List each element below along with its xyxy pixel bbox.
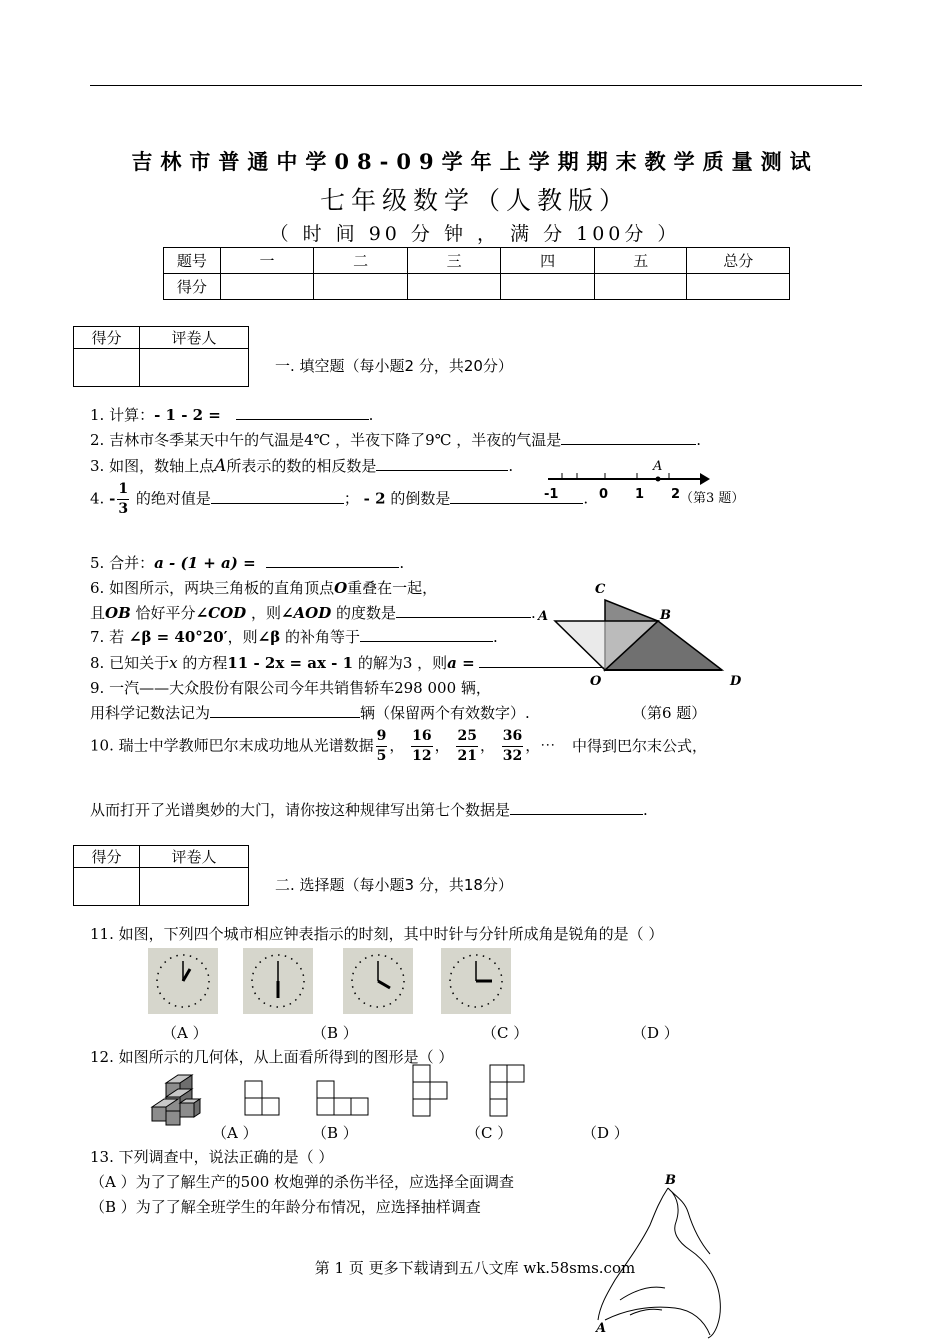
option-c[interactable]: （C ）	[466, 1124, 513, 1142]
q6-text-f: 的度数是	[336, 604, 397, 622]
question-5	[90, 552, 404, 573]
label-o: O	[590, 674, 602, 689]
river-inner-line	[668, 1188, 710, 1254]
score-cell	[501, 274, 595, 300]
fraction	[411, 727, 432, 766]
numerator: 25	[456, 727, 477, 747]
page-title: 吉林市普通中学08-09学年上学期期末教学质量测试	[131, 149, 819, 174]
view-d	[490, 1065, 524, 1116]
q6-angle-aod: ∠AOD	[280, 604, 332, 622]
point-b-label: B	[665, 1173, 676, 1188]
fraction	[376, 727, 388, 766]
question-9-line-1: 9. 一汽——大众股份有限公司今年共销售轿车298 000 辆，	[90, 679, 491, 697]
question-2	[90, 429, 701, 450]
q7-text-b: ，则	[227, 628, 258, 646]
q7-text-a: 7. 若	[90, 628, 125, 646]
score-cell	[314, 274, 408, 300]
q4-negative: -	[109, 489, 116, 508]
q8-text-b: 的方程	[182, 654, 228, 672]
q8-text-a: 8. 已知关于	[90, 654, 170, 672]
river-sketch-figure	[580, 1170, 730, 1340]
numerator: 1	[117, 480, 129, 500]
clock-a	[148, 948, 218, 1014]
answer-blank[interactable]	[360, 627, 493, 642]
q3-text-b: 所表示的数的相反数是	[226, 457, 377, 475]
q9-text-c: 辆（保留两个有效数字）.	[360, 704, 530, 722]
view-a	[245, 1081, 279, 1115]
score-table-header: 四	[501, 248, 595, 274]
option-a[interactable]: （A ）	[162, 1024, 208, 1042]
denominator: 21	[457, 748, 477, 764]
q5-text: 5. 合并：	[90, 554, 155, 572]
question-11: 11. 如图，下列四个城市相应钟表指示的时刻，其中时针与分针所成角是锐角的是（ ）	[90, 925, 664, 943]
option-d[interactable]: （D ）	[582, 1124, 629, 1142]
q7-text-c: 的补角等于	[284, 628, 360, 646]
answer-blank[interactable]	[450, 489, 583, 504]
score-table-row-label: 得分	[164, 274, 221, 300]
clock-c	[343, 948, 413, 1014]
tick-label: 2	[671, 487, 681, 502]
option-a[interactable]: （A ）	[212, 1124, 258, 1142]
option-c[interactable]: （C ）	[482, 1024, 529, 1042]
numerator: 16	[411, 727, 432, 747]
answer-blank[interactable]	[211, 489, 344, 504]
grader-box-1	[73, 326, 249, 387]
q10-text-a: 10. 瑞士中学教师巴尔末成功地从光谱数据	[90, 736, 374, 755]
denominator: 3	[118, 501, 129, 517]
q1-text: 1. 计算：	[90, 406, 155, 424]
q4-expression: - 2	[363, 489, 386, 508]
score-table	[163, 247, 790, 300]
clock-b	[243, 948, 313, 1014]
point-a	[656, 477, 661, 482]
label-b: B	[660, 608, 671, 623]
score-cell	[594, 274, 687, 300]
grader-name-label: 评卷人	[140, 327, 249, 349]
q7-expression: ∠β = 40°20′	[128, 628, 228, 646]
triangle-figure	[530, 578, 750, 693]
point-a-label: A	[596, 1321, 607, 1336]
grader-score-label: 得分	[74, 327, 140, 349]
river-left-bank	[598, 1188, 668, 1320]
score-cell	[220, 274, 314, 300]
q8-equation: 11 - 2x = ax - 1	[227, 654, 354, 672]
separator: ，	[479, 736, 495, 755]
section2-title: 二. 选择题（每小题3 分，共18分）	[275, 876, 513, 894]
question-1	[90, 404, 373, 425]
grader-cell	[140, 349, 249, 387]
separator: ，	[434, 736, 450, 755]
q5-expression: a - (1 + a) =	[154, 554, 256, 572]
cube-solid	[152, 1075, 200, 1125]
q4-text-d: 的倒数是	[390, 489, 451, 508]
q8-variable-x: x	[169, 654, 178, 672]
numerator: 36	[502, 727, 523, 747]
q3-text: 3. 如图，数轴上点	[90, 457, 215, 475]
section1-title: 一. 填空题（每小题2 分，共20分）	[275, 357, 513, 375]
label-c: C	[595, 582, 606, 597]
score-table-header: 题号	[164, 248, 221, 274]
q3-end: .	[508, 457, 514, 475]
q7-end: .	[492, 628, 498, 646]
option-b[interactable]: （B ）	[312, 1024, 358, 1042]
tick-label: 0	[599, 487, 609, 502]
score-cell	[687, 274, 790, 300]
q4-number: 4.	[90, 489, 105, 508]
number-line-arrow	[700, 473, 710, 485]
separator: ，	[389, 736, 405, 755]
q6-text-c: 且	[90, 604, 106, 622]
grader-cell	[74, 868, 140, 906]
ellipsis: ，⋯	[525, 736, 556, 755]
q1-end: .	[368, 406, 374, 424]
score-table-header: 二	[314, 248, 408, 274]
top-rule	[90, 85, 862, 86]
q2-end: .	[696, 431, 702, 449]
label-d: D	[730, 674, 742, 689]
q8-text-c: 的解为3 ，则	[357, 654, 448, 672]
numerator: 9	[376, 727, 388, 747]
q8-variable-a: a =	[447, 654, 475, 672]
view-c	[413, 1065, 447, 1116]
tick-label: 1	[635, 487, 645, 502]
grader-cell	[140, 868, 249, 906]
q4-text-c: ；	[343, 489, 359, 508]
question-10-line-1	[90, 727, 707, 766]
page-subtitle: 七年级数学（人教版）	[319, 186, 630, 215]
figure-caption: （第3 题）	[680, 491, 745, 506]
answer-blank[interactable]	[376, 456, 508, 471]
q6-text-b: 重叠在一起，	[347, 579, 438, 597]
q1-expression: - 1 - 2 =	[154, 406, 221, 424]
answer-blank[interactable]	[561, 430, 696, 445]
point-label: A	[653, 459, 663, 474]
question-10-line-2	[90, 799, 648, 820]
answer-blank[interactable]	[396, 603, 531, 618]
fraction-one-third	[117, 480, 129, 519]
solid-views-figure	[148, 1063, 538, 1131]
question-6-line-2	[90, 602, 536, 623]
fraction	[456, 727, 477, 766]
score-table-header: 总分	[687, 248, 790, 274]
q6-segment-ob: OB	[105, 604, 131, 622]
clocks-figure	[148, 948, 518, 1016]
answer-blank[interactable]	[236, 405, 369, 420]
question-6-line-1	[90, 577, 437, 598]
q9-text-b: 用科学记数法记为	[90, 704, 211, 722]
clock-d	[441, 948, 511, 1014]
question-3	[90, 455, 513, 476]
q6-text-a: 6. 如图所示，两块三角板的直角顶点	[90, 579, 335, 597]
score-cell	[407, 274, 501, 300]
question-13: 13. 下列调查中，说法正确的是（ ）	[90, 1148, 334, 1166]
q10-text-b: 中得到巴尔末公式，	[572, 736, 708, 755]
label-a: A	[538, 609, 549, 624]
denominator: 12	[412, 748, 432, 764]
q6-text-d: 恰好平分	[135, 604, 196, 622]
grader-box-2	[73, 845, 249, 906]
answer-blank[interactable]	[210, 703, 360, 718]
q5-end: .	[399, 554, 405, 572]
fraction	[502, 727, 523, 766]
q6-point-o: O	[334, 579, 348, 597]
question-4	[90, 480, 588, 519]
grader-name-label: 评卷人	[140, 846, 249, 868]
question-7	[90, 626, 498, 647]
q4-text-b: 的绝对值是	[135, 489, 211, 508]
time-note: （ 时 间 90 分 钟 ， 满 分 100分 ）	[269, 223, 681, 245]
option-b[interactable]: （B ）	[312, 1124, 358, 1142]
q4-end: .	[583, 489, 589, 508]
q10-end: .	[643, 801, 648, 819]
q13-option-a[interactable]: （A ）为了了解生产的500 枚炮弹的杀伤半径，应选择全面调查	[90, 1173, 515, 1191]
q7-beta: ∠β	[257, 628, 281, 646]
answer-blank[interactable]	[266, 553, 399, 568]
score-table-header: 一	[220, 248, 314, 274]
river-bottom-curve	[605, 1307, 710, 1335]
denominator: 5	[376, 748, 387, 764]
q13-option-b[interactable]: （B ）为了了解全班学生的年龄分布情况，应选择抽样调查	[90, 1198, 481, 1216]
question-12: 12. 如图所示的几何体，从上面看所得到的图形是（ ）	[90, 1048, 454, 1066]
q6-angle-cod: ∠COD	[195, 604, 247, 622]
grader-cell	[74, 349, 140, 387]
option-d[interactable]: （D ）	[632, 1024, 679, 1042]
tick-label: -1	[544, 487, 559, 502]
q3-variable: A	[214, 456, 227, 476]
q10-text-c: 从而打开了光谱奥妙的大门，请你按这种规律写出第七个数据是	[90, 801, 511, 819]
denominator: 32	[502, 748, 523, 764]
question-9-line-2	[90, 702, 530, 723]
page-footer: 第 1 页 更多下载请到五八文库 wk.58sms.com	[314, 1259, 636, 1277]
answer-blank[interactable]	[510, 800, 643, 815]
grader-score-label: 得分	[74, 846, 140, 868]
score-table-header: 五	[594, 248, 687, 274]
figure-caption-6: （第6 题）	[632, 704, 707, 722]
q6-text-e: ，则	[250, 604, 281, 622]
view-b	[317, 1081, 368, 1115]
river-ripples	[620, 1287, 665, 1315]
score-table-header: 三	[407, 248, 501, 274]
q6-end: .	[531, 604, 536, 622]
q2-text: 2. 吉林市冬季某天中午的气温是4℃ ，半夜下降了9℃ ，半夜的气温是	[90, 431, 562, 449]
